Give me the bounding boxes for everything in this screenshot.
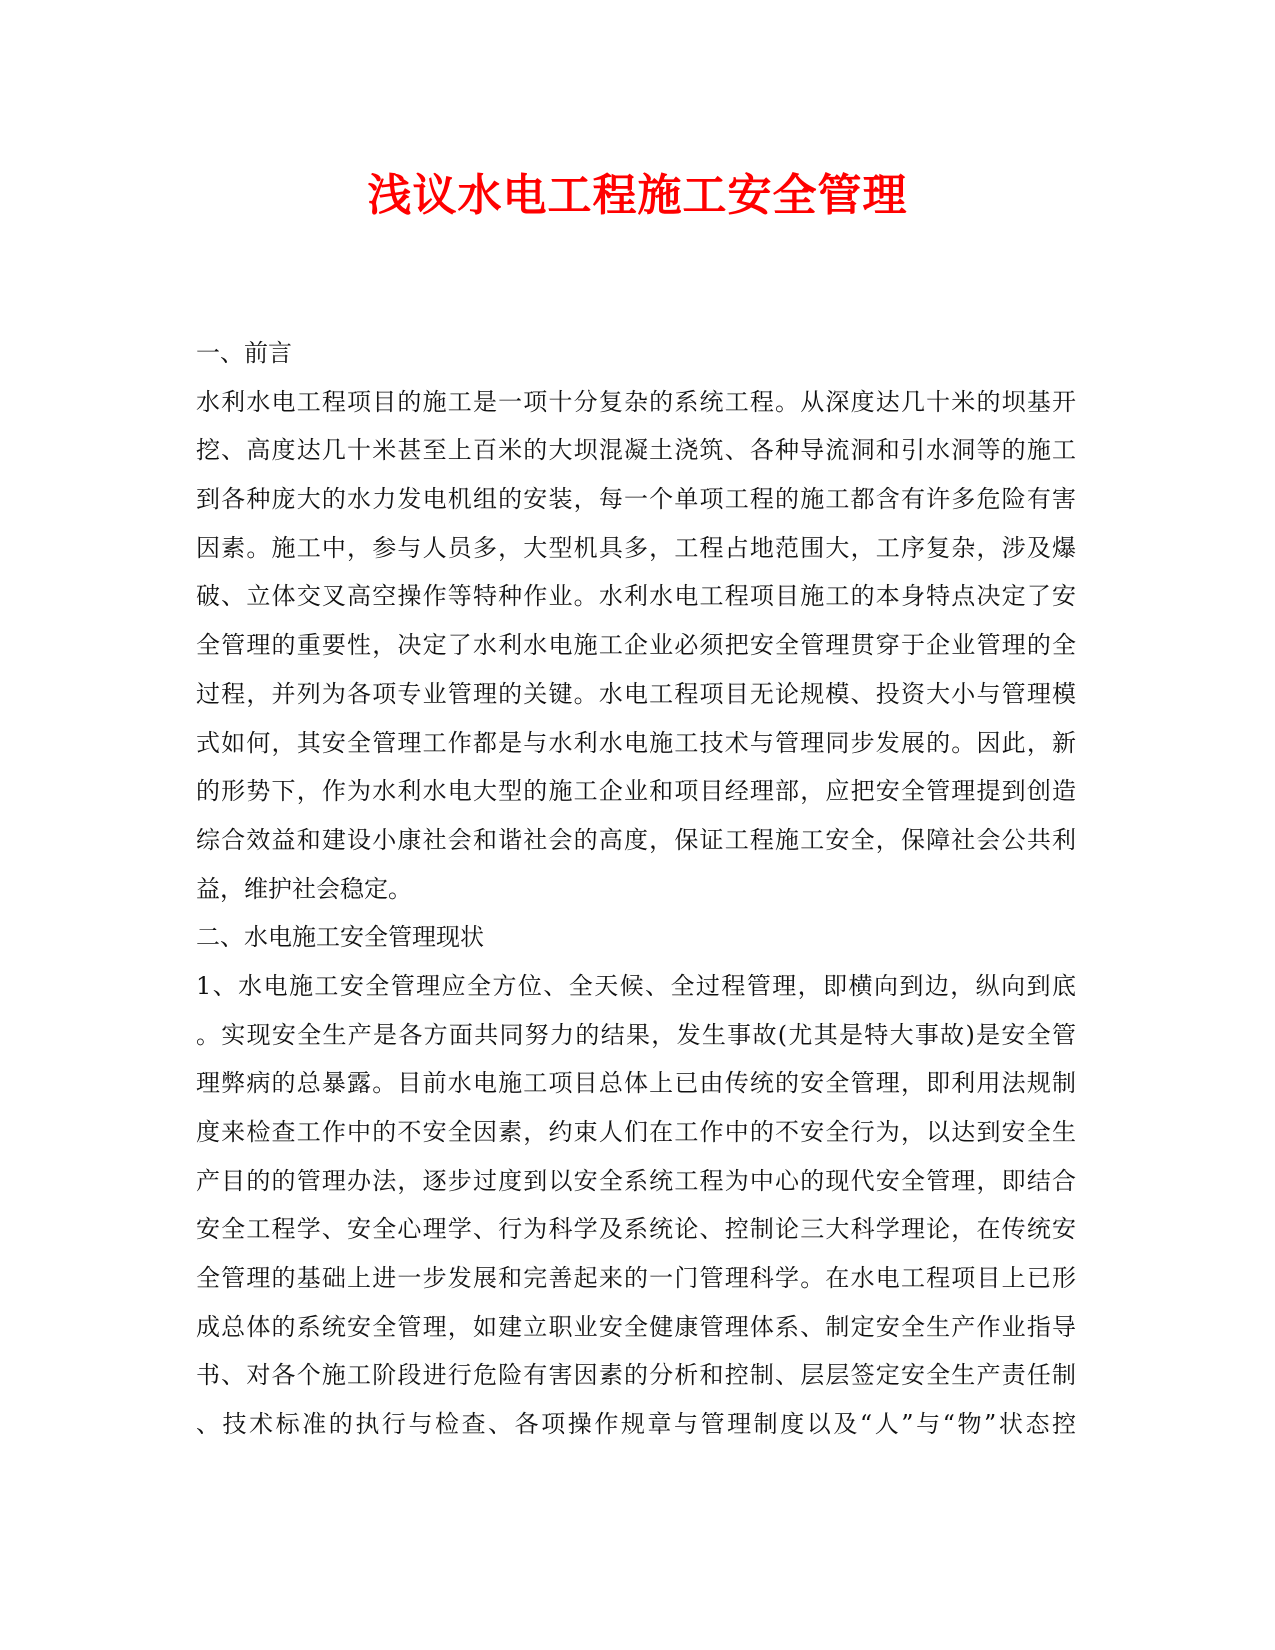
- body-line: 、技术标准的执行与检查、各项操作规章与管理制度以及“人”与“物”状态控: [196, 1410, 1076, 1439]
- body-line: 全管理的基础上进一步发展和完善起来的一门管理科学。在水电工程项目上已形: [196, 1264, 1076, 1293]
- body-line: 理弊病的总暴露。目前水电施工项目总体上已由传统的安全管理，即利用法规制: [196, 1069, 1076, 1098]
- body-line: 益，维护社会稳定。: [196, 874, 412, 903]
- body-line: 过程，并列为各项专业管理的关键。水电工程项目无论规模、投资大小与管理模: [196, 679, 1076, 708]
- body-line: 安全工程学、安全心理学、行为科学及系统论、控制论三大科学理论，在传统安: [196, 1215, 1076, 1244]
- body-line: 的形势下，作为水利水电大型的施工企业和项目经理部，应把安全管理提到创造: [196, 777, 1076, 806]
- body-line: 破、立体交叉高空操作等特种作业。水利水电工程项目施工的本身特点决定了安: [196, 582, 1076, 611]
- body-line: 综合效益和建设小康社会和谐社会的高度，保证工程施工安全，保障社会公共利: [196, 825, 1076, 854]
- body-line: 书、对各个施工阶段进行危险有害因素的分析和控制、层层签定安全生产责任制: [196, 1361, 1076, 1390]
- body-line: 挖、高度达几十米甚至上百米的大坝混凝土浇筑、各种导流洞和引水洞等的施工: [196, 436, 1076, 465]
- document-title: 浅议水电工程施工安全管理: [367, 170, 908, 221]
- body-line: 二、水电施工安全管理现状: [196, 923, 484, 952]
- body-line: 。实现安全生产是各方面共同努力的结果，发生事故(尤其是特大事故)是安全管: [196, 1020, 1076, 1049]
- body-line: 度来检查工作中的不安全因素，约束人们在工作中的不安全行为，以达到安全生: [196, 1118, 1076, 1146]
- body-line: 产目的的管理办法，逐步过度到以安全系统工程为中心的现代安全管理，即结合: [196, 1166, 1076, 1195]
- body-line: 全管理的重要性，决定了水利水电施工企业必须把安全管理贯穿于企业管理的全: [196, 631, 1076, 660]
- body-line: 1、水电施工安全管理应全方位、全天候、全过程管理，即横向到边，纵向到底: [196, 971, 1076, 1000]
- document-body: [196, 329, 1076, 1449]
- body-line: 式如何，其安全管理工作都是与水利水电施工技术与管理同步发展的。因此，新: [196, 728, 1076, 757]
- body-line: 一、前言: [196, 339, 292, 367]
- body-line: 成总体的系统安全管理，如建立职业安全健康管理体系、制定安全生产作业指导: [196, 1312, 1076, 1341]
- body-line: 到各种庞大的水力发电机组的安装，每一个单项工程的施工都含有许多危险有害: [196, 485, 1076, 514]
- body-line: 因素。施工中，参与人员多，大型机具多，工程占地范围大，工序复杂，涉及爆: [196, 533, 1076, 562]
- body-line: 水利水电工程项目的施工是一项十分复杂的系统工程。从深度达几十米的坝基开: [196, 387, 1076, 416]
